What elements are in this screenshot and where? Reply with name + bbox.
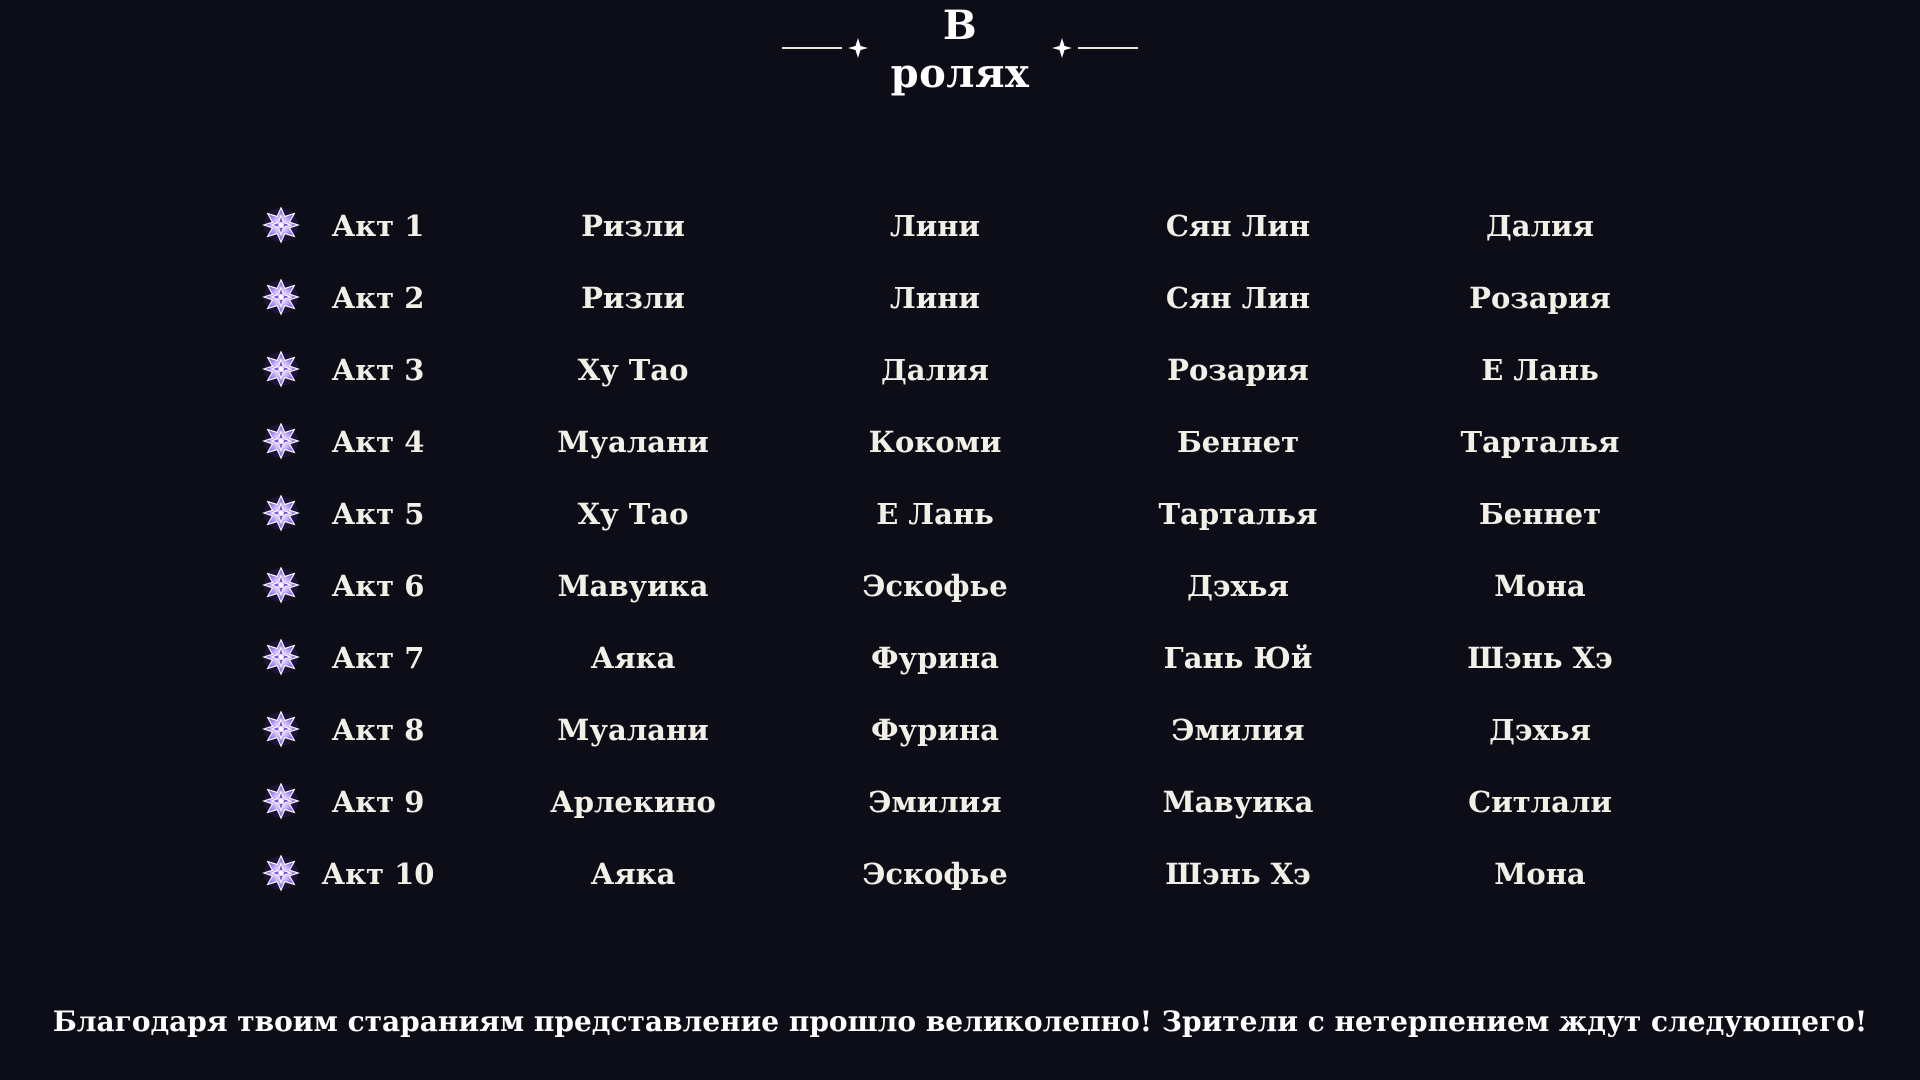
character-name: Ху Тао [577, 497, 689, 531]
character-name: Е Лань [876, 497, 994, 531]
character-name: Гань Юй [1163, 641, 1313, 675]
character-name: Сян Лин [1165, 209, 1311, 243]
purple-star-gem-icon [262, 710, 300, 748]
character-name: Шэнь Хэ [1467, 641, 1613, 675]
character-name: Фурина [871, 713, 999, 747]
act-label: Акт 8 [331, 713, 425, 747]
character-name: Розария [1469, 281, 1611, 315]
act-label: Акт 5 [331, 497, 425, 531]
character-name: Розария [1167, 353, 1309, 387]
character-name: Мона [1494, 857, 1586, 891]
purple-star-gem-icon [262, 638, 300, 676]
character-name: Эмилия [868, 785, 1002, 819]
act-label: Акт 6 [331, 569, 425, 603]
act-label: Акт 7 [331, 641, 425, 675]
purple-star-gem-icon [262, 350, 300, 388]
character-name: Эскофье [862, 857, 1008, 891]
character-name: Беннет [1176, 425, 1300, 459]
character-name: Шэнь Хэ [1165, 857, 1311, 891]
character-name: Дэхья [1489, 713, 1591, 747]
table-row [0, 838, 1920, 910]
character-name: Ризли [581, 281, 685, 315]
table-row [0, 262, 1920, 334]
character-name: Муалани [557, 713, 709, 747]
character-name: Арлекино [550, 785, 716, 819]
character-name: Эскофье [862, 569, 1008, 603]
character-name: Аяка [590, 857, 676, 891]
purple-star-gem-icon [262, 422, 300, 460]
character-name: Беннет [1478, 497, 1602, 531]
character-name: Тарталья [1158, 497, 1318, 531]
purple-star-gem-icon [262, 278, 300, 316]
table-row [0, 190, 1920, 262]
table-row [0, 622, 1920, 694]
character-name: Дэхья [1187, 569, 1289, 603]
character-name: Ситлали [1468, 785, 1612, 819]
character-name: Далия [881, 353, 989, 387]
table-row [0, 406, 1920, 478]
character-name: Муалани [557, 425, 709, 459]
character-name: Ху Тао [577, 353, 689, 387]
purple-star-gem-icon [262, 782, 300, 820]
purple-star-gem-icon [262, 206, 300, 244]
character-name: Далия [1486, 209, 1594, 243]
act-label: Акт 1 [331, 209, 425, 243]
table-row [0, 550, 1920, 622]
table-row [0, 478, 1920, 550]
character-name: Мавуика [557, 569, 709, 603]
sparkle-line-icon [1050, 36, 1140, 60]
table-row [0, 334, 1920, 406]
purple-star-gem-icon [262, 854, 300, 892]
cast-header [0, 0, 1920, 110]
act-label: Акт 10 [321, 857, 435, 891]
character-name: Ризли [581, 209, 685, 243]
character-name: Тарталья [1460, 425, 1620, 459]
character-name: Е Лань [1481, 353, 1599, 387]
act-label: Акт 4 [331, 425, 425, 459]
purple-star-gem-icon [262, 494, 300, 532]
character-name: Фурина [871, 641, 999, 675]
table-row [0, 766, 1920, 838]
character-name: Сян Лин [1165, 281, 1311, 315]
character-name: Кокоми [868, 425, 1002, 459]
character-name: Мона [1494, 569, 1586, 603]
sparkle-line-icon [780, 36, 870, 60]
act-label: Акт 3 [331, 353, 425, 387]
character-name: Лини [890, 209, 980, 243]
footer-message: Благодаря твоим стараниям представление прошло великолепно! Зрители с нетерпением ждут следующего! [52, 1005, 1868, 1038]
character-name: Мавуика [1162, 785, 1314, 819]
table-row [0, 694, 1920, 766]
act-label: Акт 2 [331, 281, 425, 315]
page-title: В ролях [890, 2, 1030, 97]
character-name: Лини [890, 281, 980, 315]
character-name: Аяка [590, 641, 676, 675]
act-label: Акт 9 [331, 785, 425, 819]
character-name: Эмилия [1171, 713, 1305, 747]
purple-star-gem-icon [262, 566, 300, 604]
